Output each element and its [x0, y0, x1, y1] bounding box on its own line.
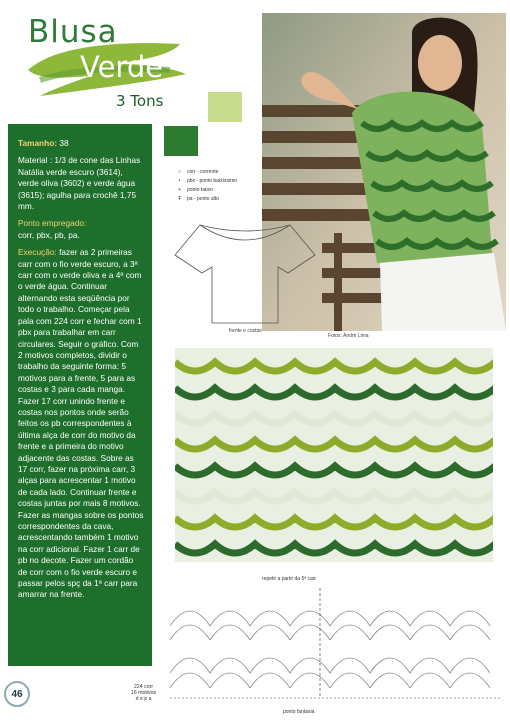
garment-label: frente e costas: [229, 328, 262, 334]
crochet-chart: [170, 588, 500, 708]
swatch-light-green: [208, 92, 242, 122]
de-pa-label: d e p a: [135, 696, 152, 702]
repeat-label: repetir a partir da 5ª carr: [262, 576, 317, 582]
stitch-swatch-photo: [175, 348, 493, 562]
execution-text: fazer as 2 primeiras carr com o fio verde escuro, a 3ª carr com o verde oliva e a 4ª com o verde água. Continuar alternando esta seqüência por todo o trabalho. Começar pela pala com 224 corr e fechar com 1 pbx para trabalhar em carr circulares. Seguir o gráfico. Com 2 motivos completos, dividir o trabalho da seguinte forma: 5 motivos para a frente, 5 para as costas e 3 para cada manga. Fazer 17 corr unindo frente e costas nos pontos onde serão feitos os pb correspondentes à última alça de corr do motivo da frente e a primeira do motivo adjacente das costas. Sobre as 17 corr, fazer na próxima carr, 3 alças para acrescentar 1 motivo de cada lado. Continuar frente e costas juntas por mais 8 motivos. Fazer as mangas sobre os pontos correspondentes da cava, acrescentando também 1 motivo na corr adicional. Fazer 1 carr de pb no decote. Fazer um cordão de corr com o fio verde escuro e passar pelos spç da 1ª carr para amarrar na frente.: [18, 247, 144, 600]
garment-schematic: [170, 215, 320, 335]
stitch-value: corr, pbx, pb, pa.: [18, 229, 80, 240]
material-text: Material : 1/3 de cone das Linhas Natália verde escuro (3614), verde oliva (3602) e verde água (3615); agulha para crochê 1,75 mm.: [18, 155, 141, 212]
instructions-panel: [8, 124, 152, 666]
execution-label: Execução:: [18, 247, 57, 258]
legend-item: • pbx - ponto baixíssimo: [175, 177, 237, 186]
chart-count-labels: [131, 684, 156, 702]
title-line-3: 3 Tons: [116, 92, 164, 110]
title-line-1: Blusa: [28, 14, 118, 50]
title-line-2: Verde: [80, 50, 164, 84]
page-number: 46: [4, 681, 30, 707]
double-crochet-symbol-icon: Ŧ: [177, 196, 182, 202]
stitch-legend: [175, 168, 237, 204]
legend-item: ○ corr - corrente: [175, 168, 237, 177]
chart-name-label: ponto fantasia: [283, 709, 315, 715]
swatch-olive: [164, 126, 198, 156]
legend-item: Ŧ pa - ponto alto: [175, 195, 237, 204]
chain-count-label: 224 corr: [134, 684, 154, 690]
photo-caption: Fotos: André Lima: [328, 333, 369, 339]
motif-count-label: 16 motivos: [131, 690, 157, 696]
chain-symbol-icon: ○: [177, 169, 182, 175]
size-value: 38: [59, 138, 69, 148]
size-label: Tamanho:: [18, 138, 58, 148]
slip-stitch-symbol-icon: •: [178, 178, 181, 184]
single-crochet-symbol-icon: +: [178, 187, 181, 193]
stitch-label: Ponto empregado:: [18, 218, 87, 229]
legend-item: + ponto baixo: [175, 186, 237, 195]
